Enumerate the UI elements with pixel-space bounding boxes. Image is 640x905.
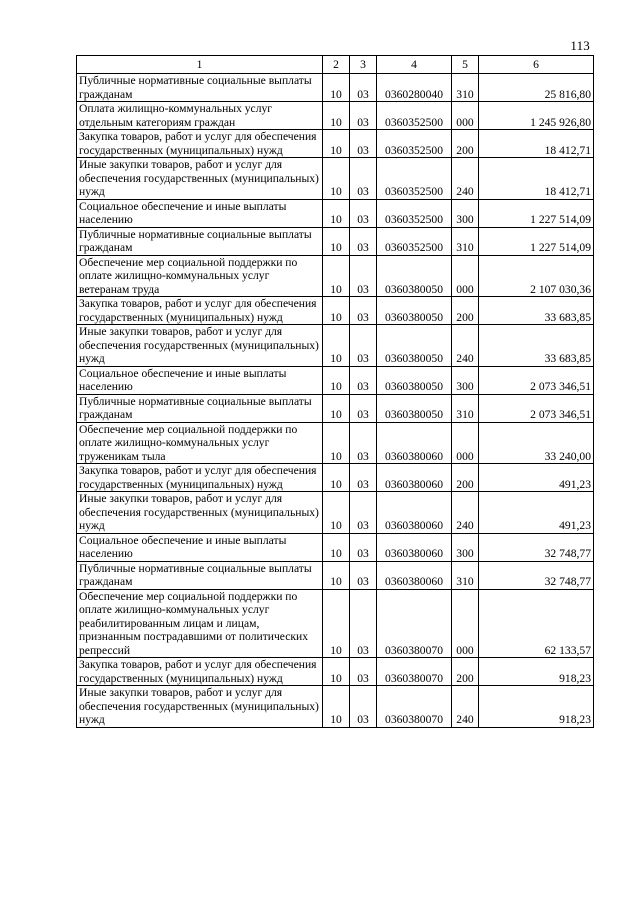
row-section-cell: 10: [323, 297, 350, 325]
row-expense-type-cell: 000: [452, 589, 479, 658]
row-subsection-cell: 03: [350, 199, 377, 227]
header-col-4: 4: [377, 56, 452, 74]
table-row: [77, 102, 594, 130]
row-expense-type-cell: 200: [452, 658, 479, 686]
row-amount-cell: 2 073 346,51: [479, 366, 594, 394]
row-target-article-cell: 0360380050: [377, 297, 452, 325]
row-amount-cell: 1 227 514,09: [479, 199, 594, 227]
row-name-cell: Закупка товаров, работ и услуг для обеспечения государственных (муниципальных) нужд: [77, 464, 323, 492]
row-subsection-cell: 03: [350, 227, 377, 255]
row-expense-type-cell: 000: [452, 255, 479, 297]
row-subsection-cell: 03: [350, 394, 377, 422]
row-subsection-cell: 03: [350, 561, 377, 589]
row-target-article-cell: 0360380050: [377, 394, 452, 422]
row-target-article-cell: 0360352500: [377, 130, 452, 158]
table-row: [77, 492, 594, 534]
row-subsection-cell: 03: [350, 464, 377, 492]
row-subsection-cell: 03: [350, 686, 377, 728]
table-row: [77, 158, 594, 200]
row-subsection-cell: 03: [350, 658, 377, 686]
row-expense-type-cell: 200: [452, 130, 479, 158]
row-target-article-cell: 0360380060: [377, 561, 452, 589]
row-amount-cell: 62 133,57: [479, 589, 594, 658]
row-target-article-cell: 0360380060: [377, 422, 452, 464]
row-subsection-cell: 03: [350, 158, 377, 200]
row-section-cell: 10: [323, 325, 350, 367]
row-name-cell: Закупка товаров, работ и услуг для обеспечения государственных (муниципальных) нужд: [77, 297, 323, 325]
table-row: [77, 422, 594, 464]
table-row: [77, 227, 594, 255]
row-name-cell: Обеспечение мер социальной поддержки по оплате жилищно-коммунальных услуг труженикам тыла: [77, 422, 323, 464]
table-row: [77, 464, 594, 492]
row-amount-cell: 33 683,85: [479, 297, 594, 325]
row-section-cell: 10: [323, 589, 350, 658]
row-target-article-cell: 0360352500: [377, 199, 452, 227]
row-section-cell: 10: [323, 492, 350, 534]
row-name-cell: Публичные нормативные социальные выплаты гражданам: [77, 394, 323, 422]
table-row: [77, 589, 594, 658]
table-row: [77, 325, 594, 367]
row-subsection-cell: 03: [350, 74, 377, 102]
row-target-article-cell: 0360380060: [377, 464, 452, 492]
row-amount-cell: 1 245 926,80: [479, 102, 594, 130]
table-row: [77, 533, 594, 561]
row-target-article-cell: 0360352500: [377, 158, 452, 200]
row-name-cell: Оплата жилищно-коммунальных услуг отдельным категориям граждан: [77, 102, 323, 130]
row-expense-type-cell: 300: [452, 533, 479, 561]
table-row: [77, 199, 594, 227]
row-target-article-cell: 0360352500: [377, 227, 452, 255]
row-name-cell: Иные закупки товаров, работ и услуг для обеспечения государственных (муниципальных) нужд: [77, 492, 323, 534]
row-target-article-cell: 0360352500: [377, 102, 452, 130]
row-name-cell: Обеспечение мер социальной поддержки по оплате жилищно-коммунальных услуг реабилитированным лицам и лицам, признанным пострадавшими от политических репрессий: [77, 589, 323, 658]
row-subsection-cell: 03: [350, 422, 377, 464]
row-section-cell: 10: [323, 533, 350, 561]
table-row: [77, 255, 594, 297]
row-expense-type-cell: 200: [452, 464, 479, 492]
row-name-cell: Иные закупки товаров, работ и услуг для обеспечения государственных (муниципальных) нужд: [77, 686, 323, 728]
budget-table: [76, 55, 594, 728]
row-expense-type-cell: 240: [452, 158, 479, 200]
row-section-cell: 10: [323, 686, 350, 728]
row-section-cell: 10: [323, 158, 350, 200]
row-section-cell: 10: [323, 227, 350, 255]
row-section-cell: 10: [323, 464, 350, 492]
table-header-row: [77, 56, 594, 74]
header-col-3: 3: [350, 56, 377, 74]
table-row: [77, 74, 594, 102]
row-target-article-cell: 0360380060: [377, 492, 452, 534]
row-name-cell: Публичные нормативные социальные выплаты гражданам: [77, 227, 323, 255]
row-section-cell: 10: [323, 255, 350, 297]
row-section-cell: 10: [323, 366, 350, 394]
row-amount-cell: 32 748,77: [479, 561, 594, 589]
row-subsection-cell: 03: [350, 325, 377, 367]
row-section-cell: 10: [323, 102, 350, 130]
row-subsection-cell: 03: [350, 492, 377, 534]
row-amount-cell: 2 073 346,51: [479, 394, 594, 422]
row-expense-type-cell: 000: [452, 422, 479, 464]
row-name-cell: Иные закупки товаров, работ и услуг для обеспечения государственных (муниципальных) нужд: [77, 158, 323, 200]
row-amount-cell: 33 240,00: [479, 422, 594, 464]
row-section-cell: 10: [323, 561, 350, 589]
row-name-cell: Иные закупки товаров, работ и услуг для обеспечения государственных (муниципальных) нужд: [77, 325, 323, 367]
row-target-article-cell: 0360380050: [377, 366, 452, 394]
row-section-cell: 10: [323, 422, 350, 464]
row-expense-type-cell: 200: [452, 297, 479, 325]
header-col-2: 2: [323, 56, 350, 74]
header-col-6: 6: [479, 56, 594, 74]
table-row: [77, 658, 594, 686]
row-amount-cell: 18 412,71: [479, 130, 594, 158]
row-amount-cell: 1 227 514,09: [479, 227, 594, 255]
row-target-article-cell: 0360380050: [377, 255, 452, 297]
row-amount-cell: 32 748,77: [479, 533, 594, 561]
row-name-cell: Социальное обеспечение и иные выплаты населению: [77, 366, 323, 394]
row-expense-type-cell: 310: [452, 227, 479, 255]
row-amount-cell: 33 683,85: [479, 325, 594, 367]
row-subsection-cell: 03: [350, 130, 377, 158]
row-target-article-cell: 0360380070: [377, 658, 452, 686]
row-target-article-cell: 0360380050: [377, 325, 452, 367]
row-amount-cell: 25 816,80: [479, 74, 594, 102]
row-subsection-cell: 03: [350, 589, 377, 658]
row-name-cell: Социальное обеспечение и иные выплаты населению: [77, 533, 323, 561]
row-amount-cell: 918,23: [479, 686, 594, 728]
row-section-cell: 10: [323, 130, 350, 158]
row-amount-cell: 918,23: [479, 658, 594, 686]
row-target-article-cell: 0360380070: [377, 589, 452, 658]
row-expense-type-cell: 300: [452, 366, 479, 394]
row-expense-type-cell: 300: [452, 199, 479, 227]
page-number: 113: [570, 38, 590, 53]
row-amount-cell: 491,23: [479, 492, 594, 534]
table-row: [77, 130, 594, 158]
row-amount-cell: 491,23: [479, 464, 594, 492]
row-expense-type-cell: 000: [452, 102, 479, 130]
header-col-5: 5: [452, 56, 479, 74]
row-expense-type-cell: 240: [452, 686, 479, 728]
row-subsection-cell: 03: [350, 102, 377, 130]
row-expense-type-cell: 310: [452, 74, 479, 102]
row-subsection-cell: 03: [350, 255, 377, 297]
header-col-1: 1: [77, 56, 323, 74]
row-name-cell: Закупка товаров, работ и услуг для обеспечения государственных (муниципальных) нужд: [77, 130, 323, 158]
row-target-article-cell: 0360380070: [377, 686, 452, 728]
table-row: [77, 297, 594, 325]
table-body: [77, 74, 594, 728]
row-section-cell: 10: [323, 199, 350, 227]
row-name-cell: Социальное обеспечение и иные выплаты населению: [77, 199, 323, 227]
row-amount-cell: 2 107 030,36: [479, 255, 594, 297]
row-expense-type-cell: 310: [452, 394, 479, 422]
row-section-cell: 10: [323, 74, 350, 102]
table-row: [77, 561, 594, 589]
row-subsection-cell: 03: [350, 297, 377, 325]
row-subsection-cell: 03: [350, 366, 377, 394]
row-expense-type-cell: 310: [452, 561, 479, 589]
row-name-cell: Публичные нормативные социальные выплаты гражданам: [77, 561, 323, 589]
table-row: [77, 394, 594, 422]
table-row: [77, 366, 594, 394]
row-name-cell: Закупка товаров, работ и услуг для обеспечения государственных (муниципальных) нужд: [77, 658, 323, 686]
row-target-article-cell: 0360380060: [377, 533, 452, 561]
row-name-cell: Обеспечение мер социальной поддержки по оплате жилищно-коммунальных услуг ветеранам труда: [77, 255, 323, 297]
table-row: [77, 686, 594, 728]
row-section-cell: 10: [323, 658, 350, 686]
row-subsection-cell: 03: [350, 533, 377, 561]
row-amount-cell: 18 412,71: [479, 158, 594, 200]
row-section-cell: 10: [323, 394, 350, 422]
row-expense-type-cell: 240: [452, 325, 479, 367]
row-expense-type-cell: 240: [452, 492, 479, 534]
row-target-article-cell: 0360280040: [377, 74, 452, 102]
row-name-cell: Публичные нормативные социальные выплаты гражданам: [77, 74, 323, 102]
